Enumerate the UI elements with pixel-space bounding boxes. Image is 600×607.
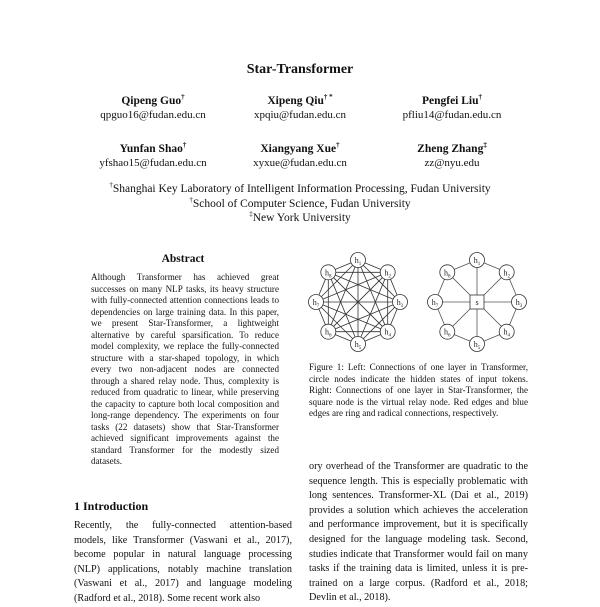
figure-1 [300,248,530,356]
author-mark: † [182,141,187,150]
node-label: $h_1$ [473,256,481,267]
node-label: $h_3$ [396,298,404,309]
affiliation-text: School of Computer Science, Fudan University [192,197,411,210]
author-mark: ‡ [483,141,487,150]
affiliation-mark: † [109,181,113,190]
author-email: zz@nyu.edu [424,157,480,169]
node-label: $h_8$ [444,268,451,280]
author-name: Xipeng Qiu [267,95,324,107]
affiliation-mark: ‡ [249,210,253,219]
author-email: xpqiu@fudan.edu.cn [254,109,346,121]
author-mark: † * [323,93,333,102]
node-label: $h_4$ [503,327,510,339]
affiliation-text: New York University [252,212,351,224]
author-email: yfshao15@fudan.edu.cn [99,157,207,169]
transformer-graph [309,253,408,352]
figure-caption: Figure 1: Left: Connections of one layer in Transformer, circle nodes indicate the hidden states of input tokens. Right: Connections of one layer in Star-Transformer, the square node is the virtual relay node. Red edges and blue edges are ring and radical connections, respectively. [309,362,528,419]
affiliation [0,182,600,197]
node-label: $h_5$ [473,340,481,351]
node-label: $h_7$ [431,298,439,309]
affiliation [0,211,600,226]
author-email: pfliu14@fudan.edu.cn [402,109,502,121]
author-block [367,142,537,170]
author-mark: † [181,93,185,102]
author-block [367,94,537,122]
node-label: $h_7$ [312,298,320,309]
intro-left-column: Recently, the fully-connected attention-based models, like Transformer (Vaswani et al., 2017), become popular in natural language processing (NLP) applications, notably machine translation (Vaswani et al., 2017) and language modeling (Radford et al., 2018). Some recent work also [74,520,292,604]
intro-right-column: ory overhead of the Transformer are quadratic to the sequence length. This is especially problematic with long sentences. Transformer-XL (Dai et al., 2019) provides a solution which achieves the acceleration and performance improvement, but it is specifically designed for the language modeling task. Second, studies indicate that Transformer would fail on many tasks if the training data is limited, unless it is pre-trained on a large corpus. (Radford et al., 2018; Devlin et al., 2018). [309,461,528,604]
node-label: $h_5$ [354,340,362,351]
author-mark: † [478,93,483,102]
paper-title: Star-Transformer [246,62,354,77]
abstract-heading: Abstract [161,253,205,265]
node-label: $h_1$ [354,256,362,267]
affiliation-mark: † [189,195,193,204]
node-label: $h_8$ [325,268,332,280]
star-transformer-graph [428,253,527,352]
node-label: $h_2$ [503,268,510,280]
author-name: Xiangyang Xue [260,143,337,155]
relay-label: s [475,298,479,307]
author-block [215,94,385,122]
affiliation [0,197,600,212]
node-label: $h_6$ [444,327,451,339]
author-block [68,94,238,122]
author-name: Qipeng Guo [121,95,182,107]
affiliation-text: Shanghai Key Laboratory of Intelligent Information Processing, Fudan University [112,183,491,195]
node-label: $h_6$ [325,327,332,339]
author-block [215,142,385,170]
node-label: $h_4$ [384,327,391,339]
section-heading: 1 Introduction [74,499,149,513]
author-mark: † [336,141,340,150]
node-label: $h_2$ [384,268,391,280]
affiliation-list [0,182,600,226]
author-block [68,142,238,170]
author-name: Yunfan Shao [119,143,183,155]
author-name: Zheng Zhang [417,143,484,155]
node-label: $h_3$ [515,298,523,309]
abstract-text: Although Transformer has achieved great successes on many NLP tasks, its heavy structure with fully-connected attention connections leads to dependencies on large training data. In this paper, we present Star-Transformer, a lightweight alternative by careful sparsification. To reduce model complexity, we replace the fully-connected structure with a star-shaped topology, in which every two non-adjacent nodes are connected through a shared relay node. Thus, complexity is reduced from quadratic to linear, while preserving the capacity to capture both local composition and long-range dependency. The experiments on four tasks (22 datasets) show that Star-Transformer achieved significant improvements against the standard Transformer for the modestly sized datasets. [91,272,279,466]
author-email: qpguo16@fudan.edu.cn [100,109,206,121]
author-name: Pengfei Liu [421,95,479,107]
author-email: xyxue@fudan.edu.cn [253,157,347,169]
